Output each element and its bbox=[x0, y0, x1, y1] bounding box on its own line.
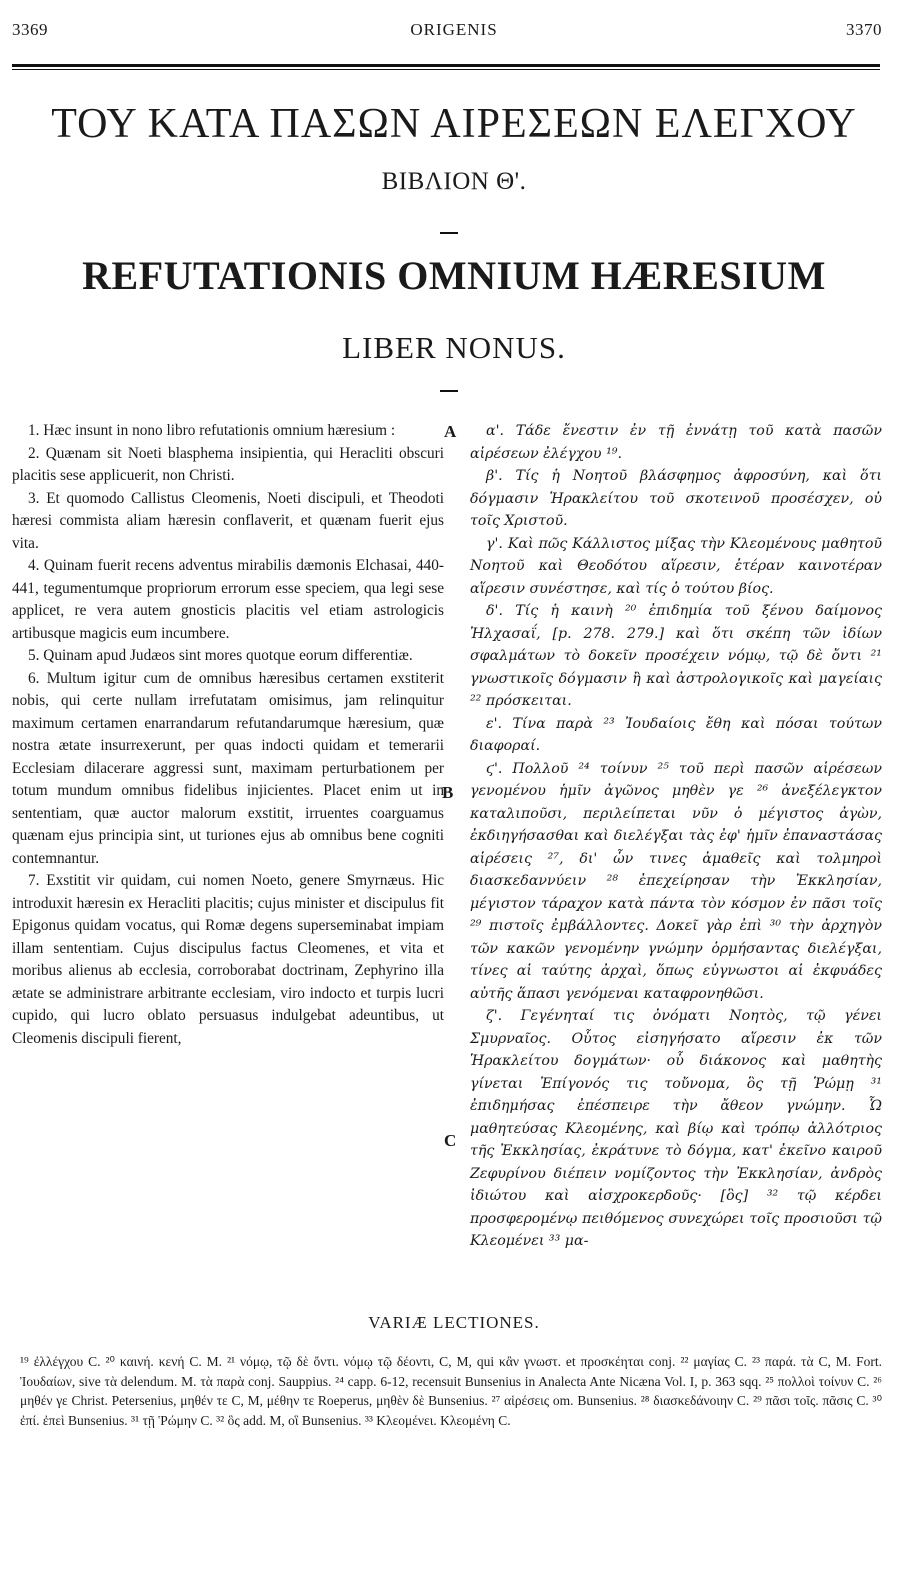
page-number-right: 3370 bbox=[846, 20, 882, 39]
variae-lectiones-notes: ¹⁹ ἐλλέγχου C. ²⁰ καινή. κενή C. M. ²¹ νόμῳ, τῷ δὲ ὄντι. νόμῳ τῷ δέοντι, C, M, qui κἂν γνωστ. et προσκέηται conj. ²² μαγίας C. ²³ παρά. τὰ C, M. Fort. Ἰουδαίων, sive τὰ delendum. M. τὰ παρὰ conj. Sauppius. ²⁴ capp. 6-12, recensuit Bunsenius in Analecta Ante Nicæna Vol. I, p. 363 sqq. ²⁵ πολλοὶ τοίνυν C. ²⁶ μηθέν γε Christ. Petersenius, μηθέν τε C, M, μέθην τε Roeperus, μηθὲν δὲ Bunsenius. ²⁷ αἱρέσεις om. Bunsenius. ²⁸ διασκεδάνοιην C. ²⁹ πᾶσι τοῖς. πᾶσις C. ³⁰ ἐπί. ἐπεὶ Bunsenius. ³¹ τῇ Ῥώμην C. ³² ὃς add. M, οἳ Bunsenius. ³³ Κλεομένει. Κλεομένη C. bbox=[20, 1354, 882, 1428]
header-rule-thick bbox=[12, 64, 880, 67]
running-title: ORIGENIS bbox=[410, 20, 498, 39]
greek-paragraph: γ'. Καὶ πῶς Κάλλιστος μίξας τὴν Κλεομένους μαθητοῦ Νοητοῦ καὶ Θεοδότου αἵρεσιν, ἑτέραν καινοτέραν αἵρεσιν συνέστησε, καὶ τίς ὁ τούτου βίος. bbox=[470, 535, 882, 597]
greek-paragraph: α'. Τάδε ἔνεστιν ἐν τῇ ἐννάτῃ τοῦ κατὰ πασῶν αἱρέσεων ἐλέγχου ¹⁹. bbox=[470, 423, 882, 462]
greek-paragraph: δ'. Τίς ἡ καινὴ ²⁰ ἐπιδημία τοῦ ξένου δαίμονος Ἠλχασαΐ, [p. 278. 279.] καὶ ὅτι σκέπη τῶν ἰδίων σφαλμάτων τὸ δοκεῖν προσέχειν νόμῳ, τῷ δὲ ὄντι ²¹ γνωστικοῖς δόγμασιν ἢ καὶ ἀστρολογικοῖς καὶ μαγείαις ²² πρόσκειται. bbox=[470, 603, 882, 709]
latin-paragraph: 6. Multum igitur cum de omnibus hæresibus certamen exstiterit nobis, qui certe nullam irrefutatam omisimus, jam relinquitur maximum certamen enarrandarum refutandarumque hæresium, quæ nostra ætate insurrexerunt, per quas indocti quidam et temerarii Ecclesiam dilacerare aggressi sunt, maximam perturbationem per totum mundum omnibus fidelibus injicientes. Placet enim ut in sententiam, quæ auctor malorum exstitit, irruentes coarguamus quænam ejus principia sint, ut turiones ejus ab omnibus bene cogniti contemnantur. bbox=[12, 669, 444, 867]
latin-book-title: LIBER NONUS. bbox=[342, 330, 566, 365]
header-rule-thin bbox=[12, 69, 880, 70]
latin-column bbox=[12, 420, 444, 1050]
margin-marker-b: B bbox=[442, 783, 454, 802]
latin-title: REFUTATIONIS OMNIUM HÆRESIUM bbox=[82, 253, 826, 298]
margin-marker-c: C bbox=[444, 1131, 457, 1150]
latin-paragraph: 7. Exstitit vir quidam, cui nomen Noeto, genere Smyrnæus. Hic introduxit hæresin ex Heracliti placitis; cujus minister et discipulus fit Epigonus quidam vocatus, qui Romæ degens superseminabat impiam illam sententiam. Cujus discipulus factus Cleomenes, et vita et moribus alienus ab ecclesia, corroborabat doctrinam, Zephyrino illa ætate se administrare arbitrante ecclesiam, viro indocto et turpis lucri cupido, qui lucro oblato persuasus indulgebat adeuntibus, ut Cleomenis discipuli fierent, bbox=[12, 872, 444, 1047]
greek-paragraph: ϛ'. Πολλοῦ ²⁴ τοίνυν ²⁵ τοῦ περὶ πασῶν αἱρέσεων γενομένου ἡμῖν ἀγῶνος μηθὲν γε ²⁶ ἀνεξέλεγκτον καταλιποῦσι, περιλείπεται νῦν ὁ μέγιστος ἀγὼν, ἐκδιηγήσασθαι καὶ διελέγξαι τὰς ἐφ' ἡμῖν ἐπαναστάσας αἱρέσεις ²⁷, δι' ὧν τινες ἀμαθεῖς καὶ τολμηροὶ διασκεδαννύειν ²⁸ ἐπεχείρησαν τὴν Ἐκκλησίαν, μέγιστον τάραχον κατὰ πάντα τὸν κόσμον ἐν πᾶσι τοῖς ²⁹ πιστοῖς ἐμβάλλοντες. Δοκεῖ γὰρ ἐπὶ ³⁰ τὴν ἀρχηγὸν τῶν κακῶν γενομένην γνώμην ὁρμήσαντας διελέγξαι, τίνες αἱ ταύτης ἀρχαὶ, ὅπως εὐγνωστοι αἱ ἐκφυάδες αὐτῆς ἅπασι γενόμεναι καταφρονηθῶσι. bbox=[470, 760, 882, 1002]
title-separator-2 bbox=[440, 390, 458, 392]
page-number-left: 3369 bbox=[12, 20, 48, 39]
greek-paragraph: β'. Τίς ἡ Νοητοῦ βλάσφημος ἀφροσύνη, καὶ ὅτι δόγμασιν Ἡρακλείτου τοῦ σκοτεινοῦ προσέσχεν, οὐ τοῖς Χριστοῦ. bbox=[470, 468, 882, 529]
greek-paragraph: ε'. Τίνα παρὰ ²³ Ἰουδαίοις ἔθη καὶ πόσαι τούτων διαφοραί. bbox=[470, 715, 882, 754]
title-separator bbox=[440, 232, 458, 234]
latin-paragraph: 1. Hæc insunt in nono libro refutationis omnium hæresium : bbox=[28, 422, 396, 439]
margin-marker-a: A bbox=[444, 422, 457, 441]
variae-lectiones-heading: VARIÆ LECTIONES. bbox=[368, 1313, 540, 1332]
greek-book-title: ΒΙΒΛΙΟΝ Θ'. bbox=[381, 168, 527, 195]
latin-paragraph: 2. Quænam sit Noeti blasphema insipientia, qui Heracliti obscuri placitis sese applicuerit, non Christi. bbox=[12, 444, 444, 484]
running-head bbox=[0, 20, 908, 44]
latin-paragraph: 4. Quinam fuerit recens adventus mirabilis dæmonis Elchasai, 440-441, tegumentumque propriorum errorum esse speciem, qua legi sese applicet, re vera autem gnosticis placitis vel etiam astrologicis artibusque magicis eum incumbere. bbox=[12, 557, 444, 642]
greek-title: ΤΟΥ ΚΑΤΑ ΠΑΣΩΝ ΑΙΡΕΣΕΩΝ ΕΛΕΓΧΟΥ bbox=[51, 101, 857, 147]
greek-paragraph: ζ'. Γεγένηταί τις ὀνόματι Νοητὸς, τῷ γένει Σμυρναῖος. Οὗτος εἰσηγήσατο αἵρεσιν ἐκ τῶν Ἡρακλείτου δογμάτων· οὗ διάκονος καὶ μαθητὴς γίνεται Ἐπίγονός τις τοὔνομα, ὃς τῇ Ῥώμῃ ³¹ ἐπιδημήσας ἐπέσπειρε τὴν ἄθεον γνώμην. Ὧ μαθητεύσας Κλεομένης, καὶ βίῳ καὶ τρόπῳ ἀλλότριος τῆς Ἐκκλησίας, ἐκράτυνε τὸ δόγμα, κατ' ἐκεῖνο καιροῦ Ζεφυρίνου διέπειν νομίζοντος τὴν Ἐκκλησίαν, ἀνδρὸς ἰδιώτου καὶ αἰσχροκερδοῦς· [ὃς] ³² τῷ κέρδει προσφερομένῳ πειθόμενος συνεχώρει τοῖς προσιοῦσι τῷ Κλεομένει ³³ μα- bbox=[470, 1008, 882, 1249]
latin-paragraph: 5. Quinam apud Judæos sint mores quotque eorum differentiæ. bbox=[28, 647, 413, 664]
latin-paragraph: 3. Et quomodo Callistus Cleomenis, Noeti discipuli, et Theodoti hæresi commista aliam hæresin conflaverit, et quænam fuerit ejus vita. bbox=[12, 489, 444, 552]
greek-column bbox=[470, 420, 882, 1253]
